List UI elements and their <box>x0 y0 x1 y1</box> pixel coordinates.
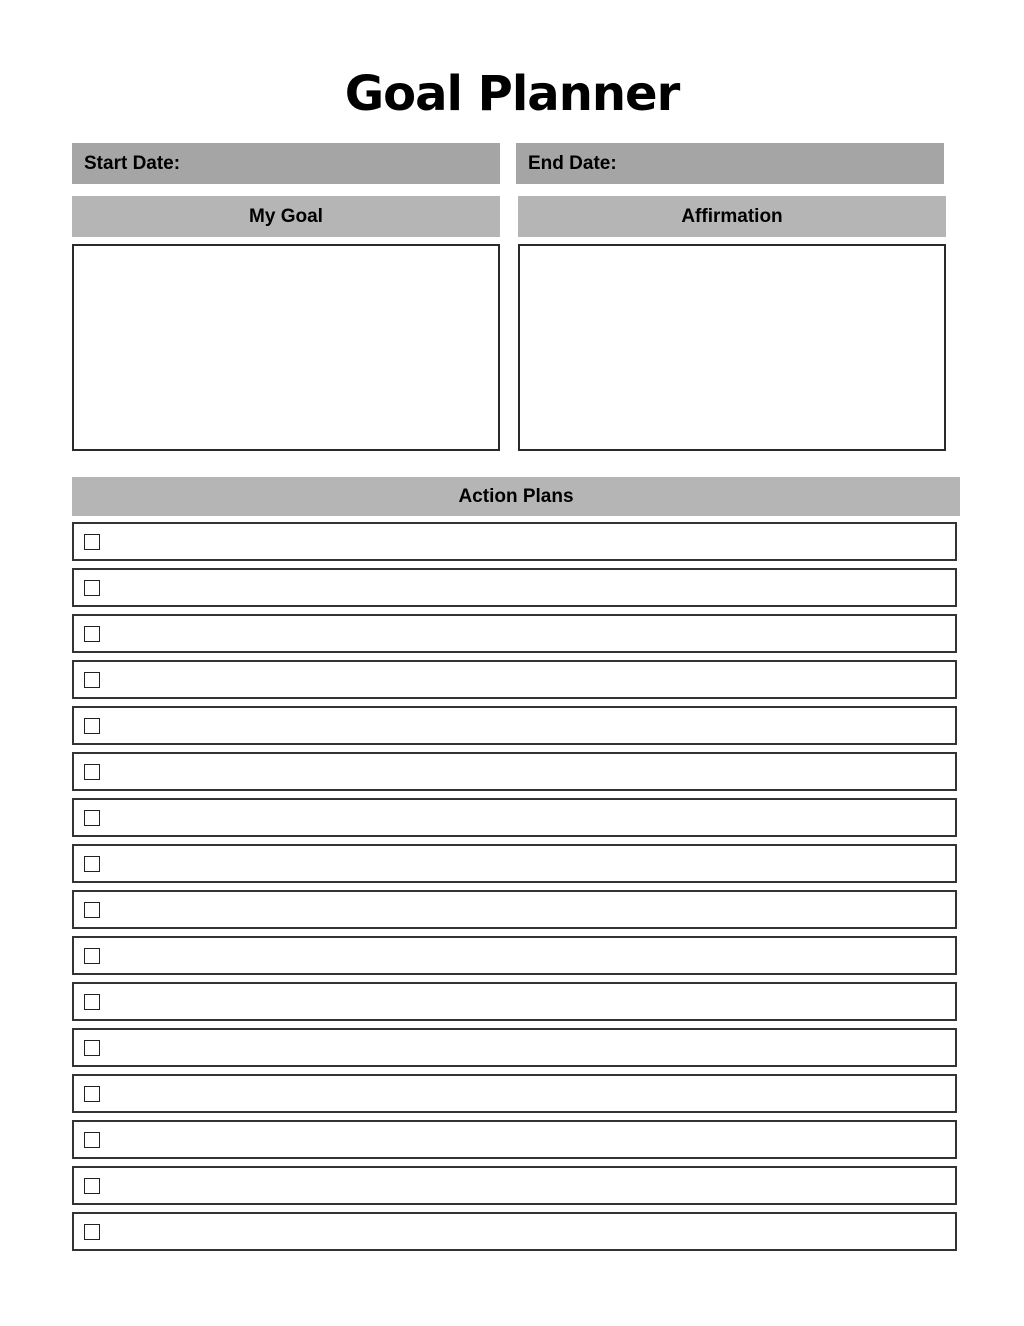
action-plan-row[interactable] <box>72 1074 957 1113</box>
action-plan-row[interactable] <box>72 936 957 975</box>
checkbox[interactable] <box>84 994 100 1010</box>
action-plan-row[interactable] <box>72 660 957 699</box>
action-plan-row[interactable] <box>72 522 957 561</box>
action-plan-row[interactable] <box>72 844 957 883</box>
action-plan-row[interactable] <box>72 982 957 1021</box>
affirmation-header <box>518 196 946 237</box>
checkbox[interactable] <box>84 1086 100 1102</box>
start-date-label: Start Date: <box>84 152 181 174</box>
my-goal-label: My Goal <box>249 205 323 227</box>
action-plan-row[interactable] <box>72 1212 957 1251</box>
end-date-field[interactable] <box>516 143 944 184</box>
checkbox[interactable] <box>84 718 100 734</box>
my-goal-textbox[interactable] <box>72 244 500 451</box>
action-plan-row[interactable] <box>72 706 957 745</box>
action-plans-list <box>72 522 957 1258</box>
action-plan-row[interactable] <box>72 1166 957 1205</box>
action-plan-row[interactable] <box>72 798 957 837</box>
start-date-field[interactable] <box>72 143 500 184</box>
checkbox[interactable] <box>84 534 100 550</box>
checkbox[interactable] <box>84 1040 100 1056</box>
checkbox[interactable] <box>84 626 100 642</box>
end-date-label: End Date: <box>528 152 617 174</box>
action-plan-row[interactable] <box>72 890 957 929</box>
action-plan-row[interactable] <box>72 568 957 607</box>
my-goal-header <box>72 196 500 237</box>
affirmation-label: Affirmation <box>681 205 783 227</box>
action-plans-label: Action Plans <box>458 485 574 507</box>
checkbox[interactable] <box>84 672 100 688</box>
checkbox[interactable] <box>84 856 100 872</box>
checkbox[interactable] <box>84 810 100 826</box>
checkbox[interactable] <box>84 1178 100 1194</box>
action-plans-header <box>72 477 960 516</box>
checkbox[interactable] <box>84 580 100 596</box>
affirmation-textbox[interactable] <box>518 244 946 451</box>
checkbox[interactable] <box>84 1224 100 1240</box>
action-plan-row[interactable] <box>72 614 957 653</box>
checkbox[interactable] <box>84 948 100 964</box>
action-plan-row[interactable] <box>72 1028 957 1067</box>
action-plan-row[interactable] <box>72 752 957 791</box>
checkbox[interactable] <box>84 764 100 780</box>
checkbox[interactable] <box>84 1132 100 1148</box>
checkbox[interactable] <box>84 902 100 918</box>
page-title: Goal Planner <box>344 66 680 122</box>
action-plan-row[interactable] <box>72 1120 957 1159</box>
